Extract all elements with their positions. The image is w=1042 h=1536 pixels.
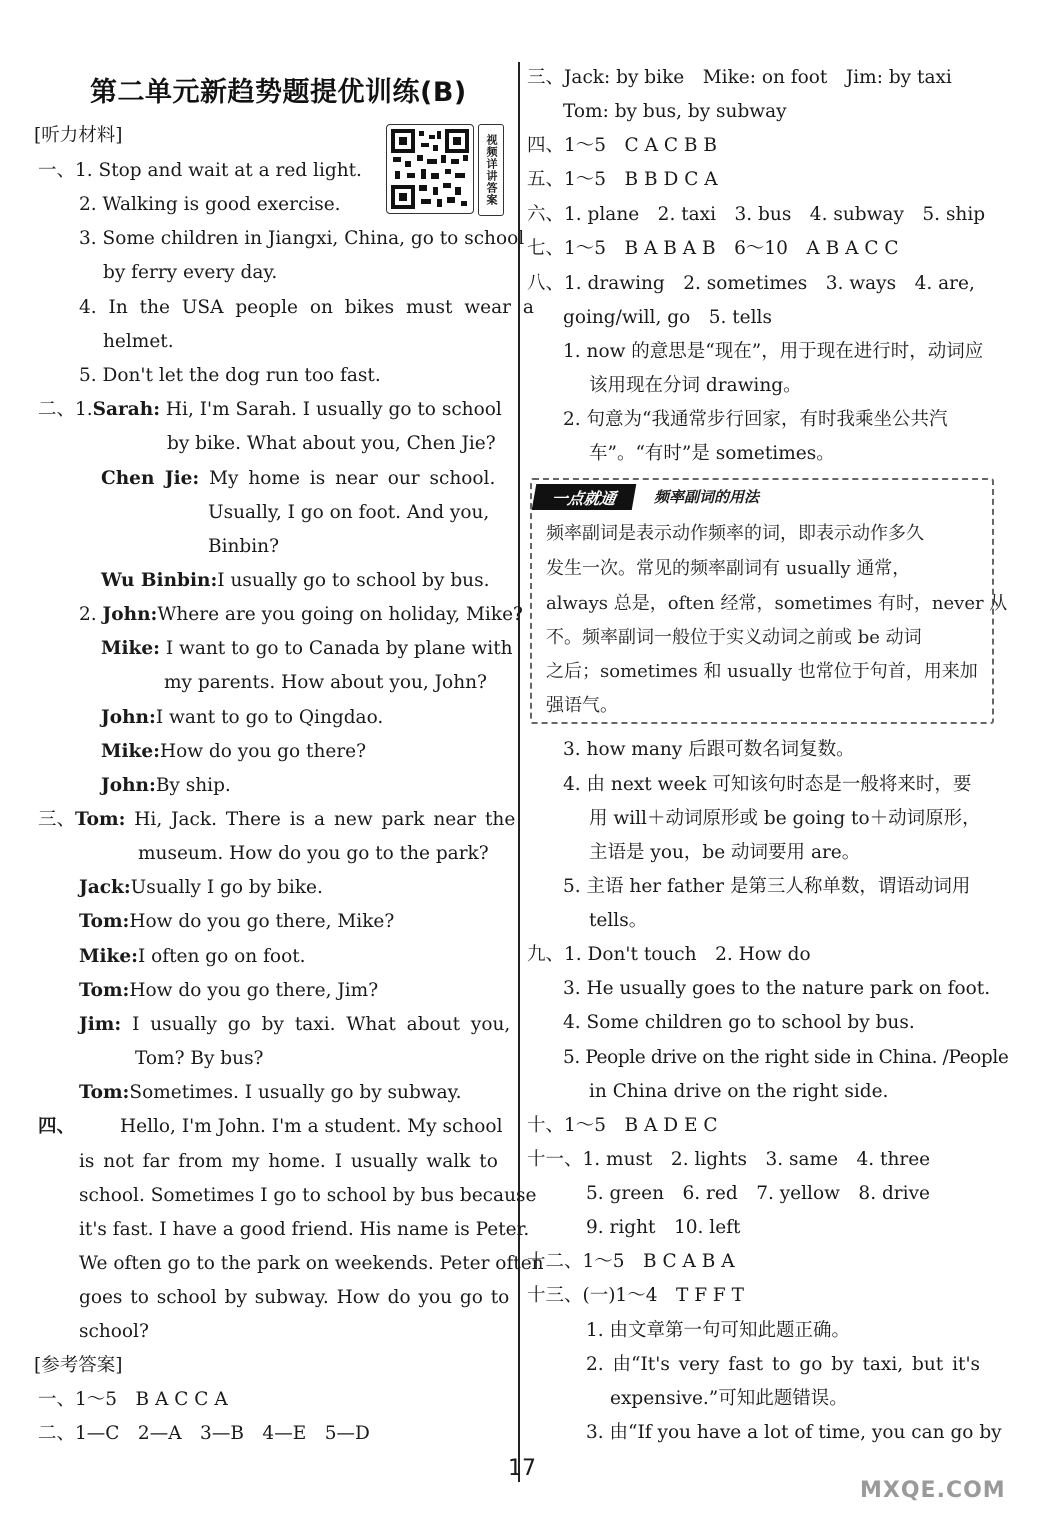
- s2-line: John:I want to go to Qingdao.: [101, 707, 384, 728]
- r-line: 用 will＋动词原形或 be going to＋动词原形，: [589, 808, 981, 829]
- r-line: 五、1～5 B B D C A: [527, 169, 718, 190]
- s2-line: Mike:How do you go there?: [101, 741, 367, 762]
- r-line: 车”。“有时”是 sometimes。: [589, 443, 835, 464]
- r-line: 十二、1～5 B C A B A: [527, 1251, 735, 1272]
- r-line: 十、1～5 B A D E C: [527, 1115, 718, 1136]
- tip-line: 之后；sometimes 和 usually 也常位于句首，用来加: [546, 661, 978, 682]
- tip-badge: 一点就通: [532, 484, 637, 510]
- r-line: 3. 由“If you have a lot of time, you can go by: [586, 1422, 1002, 1443]
- r-line: going/will, go 5. tells: [563, 307, 772, 328]
- r-line: 十三、(一)1～4 T F F T: [527, 1285, 744, 1306]
- r-line: 八、1. drawing 2. sometimes 3. ways 4. are,: [527, 273, 975, 294]
- s2-line: Usually, I go on foot. And you,: [208, 502, 490, 523]
- r-line: 2. 句意为“我通常步行回家，有时我乘坐公共汽: [563, 409, 948, 430]
- qr-caption: 视频详讲答案: [478, 124, 504, 216]
- r-line: 5. 主语 her father 是第三人称单数，谓语动词用: [563, 876, 971, 897]
- r-line: 该用现在分词 drawing。: [589, 375, 802, 396]
- section-listening: [听力材料]: [34, 125, 123, 146]
- s2-line: Chen Jie: My home is near our school.: [101, 468, 496, 489]
- s1-line: 一、1. Stop and wait at a red light.: [38, 160, 362, 181]
- s4-line: goes to school by subway. How do you go to: [79, 1287, 510, 1308]
- s4-line: 四、: [38, 1116, 76, 1137]
- s3-line: Tom:How do you go there, Mike?: [79, 911, 395, 932]
- tip-line: 发生一次。常见的频率副词有 usually 通常，: [546, 558, 911, 579]
- r-line: 1. now 的意思是“现在”，用于现在进行时，动词应: [563, 341, 984, 362]
- tip-line: always 总是，often 经常，sometimes 有时，never 从: [546, 593, 1008, 614]
- tip-line: 不。频率副词一般位于实义动词之前或 be 动词: [546, 627, 922, 648]
- s4-line: school. Sometimes I go to school by bus because: [79, 1185, 537, 1206]
- qr-code[interactable]: [386, 124, 474, 214]
- s3-line: museum. How do you go to the park?: [138, 843, 489, 864]
- r-line: 六、1. plane 2. taxi 3. bus 4. subway 5. ship: [527, 204, 986, 225]
- tip-line: 频率副词是表示动作频率的词，即表示动作多久: [546, 523, 924, 544]
- r-line: 三、Jack: by bike Mike: on foot Jim: by taxi: [527, 67, 952, 88]
- s2-line: John:By ship.: [101, 775, 231, 796]
- r-line: 四、1～5 C A C B B: [527, 135, 717, 156]
- s4-line: it's fast. I have a good friend. His name is Peter.: [79, 1219, 530, 1240]
- s2-line: by bike. What about you, Chen Jie?: [167, 433, 496, 454]
- s3-line: Jack:Usually I go by bike.: [79, 877, 323, 898]
- s2-line: my parents. How about you, John?: [164, 672, 487, 693]
- page-number: 17: [508, 1456, 536, 1481]
- r-line: in China drive on the right side.: [589, 1081, 889, 1102]
- s4-line: is not far from my home. I usually walk to: [79, 1151, 498, 1172]
- r-line: expensive.”可知此题错误。: [610, 1388, 848, 1409]
- r-line: 1. 由文章第一句可知此题正确。: [586, 1320, 851, 1341]
- s1-line: 3. Some children in Jiangxi, China, go to school: [79, 228, 525, 249]
- s4-line: school?: [79, 1321, 149, 1342]
- section-answers: [参考答案]: [34, 1355, 123, 1376]
- s3-line: Tom:Sometimes. I usually go by subway.: [79, 1082, 462, 1103]
- s1-line: helmet.: [103, 331, 174, 352]
- r-line: 十一、1. must 2. lights 3. same 4. three: [527, 1149, 931, 1170]
- r-line: 4. Some children go to school by bus.: [563, 1012, 915, 1033]
- tip-line: 强语气。: [546, 695, 618, 716]
- r-line: 5. People drive on the right side in China. /People: [563, 1047, 1009, 1068]
- answer-line: 二、1—C 2—A 3—B 4—E 5—D: [38, 1423, 370, 1444]
- r-line: tells。: [589, 910, 648, 931]
- s1-line: 2. Walking is good exercise.: [79, 194, 341, 215]
- s1-line: 5. Don't let the dog run too fast.: [79, 365, 381, 386]
- answer-line: 一、1～5 B A C C A: [38, 1389, 228, 1410]
- s1-line: 4. In the USA people on bikes must wear a: [79, 297, 534, 318]
- s2-line: 2. John:Where are you going on holiday, Mike?: [79, 604, 523, 625]
- s4-line: Hello, I'm John. I'm a student. My school: [120, 1116, 503, 1137]
- s4-line: We often go to the park on weekends. Peter often: [79, 1253, 544, 1274]
- r-line: 2. 由“It's very fast to go by taxi, but it's: [586, 1354, 981, 1375]
- tip-heading: 频率副词的用法: [654, 488, 760, 506]
- r-line: 九、1. Don't touch 2. How do: [527, 944, 811, 965]
- s2-line: 二、1.Sarah: Hi, I'm Sarah. I usually go to school: [38, 399, 502, 420]
- r-line: 3. He usually goes to the nature park on foot.: [563, 978, 991, 999]
- s2-line: Mike: I want to go to Canada by plane with: [101, 638, 513, 659]
- s2-line: Wu Binbin:I usually go to school by bus.: [101, 570, 490, 591]
- page-title: 第二单元新趋势题提优训练(B): [90, 77, 467, 108]
- r-line: 主语是 you，be 动词要用 are。: [589, 842, 861, 863]
- s3-line: Mike:I often go on foot.: [79, 946, 306, 967]
- r-line: 4. 由 next week 可知该句时态是一般将来时，要: [563, 774, 972, 795]
- r-line: 七、1～5 B A B A B 6～10 A B A C C: [527, 238, 899, 259]
- s3-line: Tom:How do you go there, Jim?: [79, 980, 379, 1001]
- s3-line: Tom? By bus?: [135, 1048, 264, 1069]
- s3-line: 三、Tom: Hi, Jack. There is a new park near the: [38, 809, 516, 830]
- r-line: 3. how many 后跟可数名词复数。: [563, 739, 855, 760]
- s2-line: Binbin?: [208, 536, 280, 557]
- r-line: Tom: by bus, by subway: [563, 101, 787, 122]
- r-line: 9. right 10. left: [586, 1217, 741, 1238]
- s1-line: by ferry every day.: [103, 262, 278, 283]
- watermark: MXQE.COM: [860, 1478, 1006, 1503]
- r-line: 5. green 6. red 7. yellow 8. drive: [586, 1183, 930, 1204]
- s3-line: Jim: I usually go by taxi. What about you,: [79, 1014, 511, 1035]
